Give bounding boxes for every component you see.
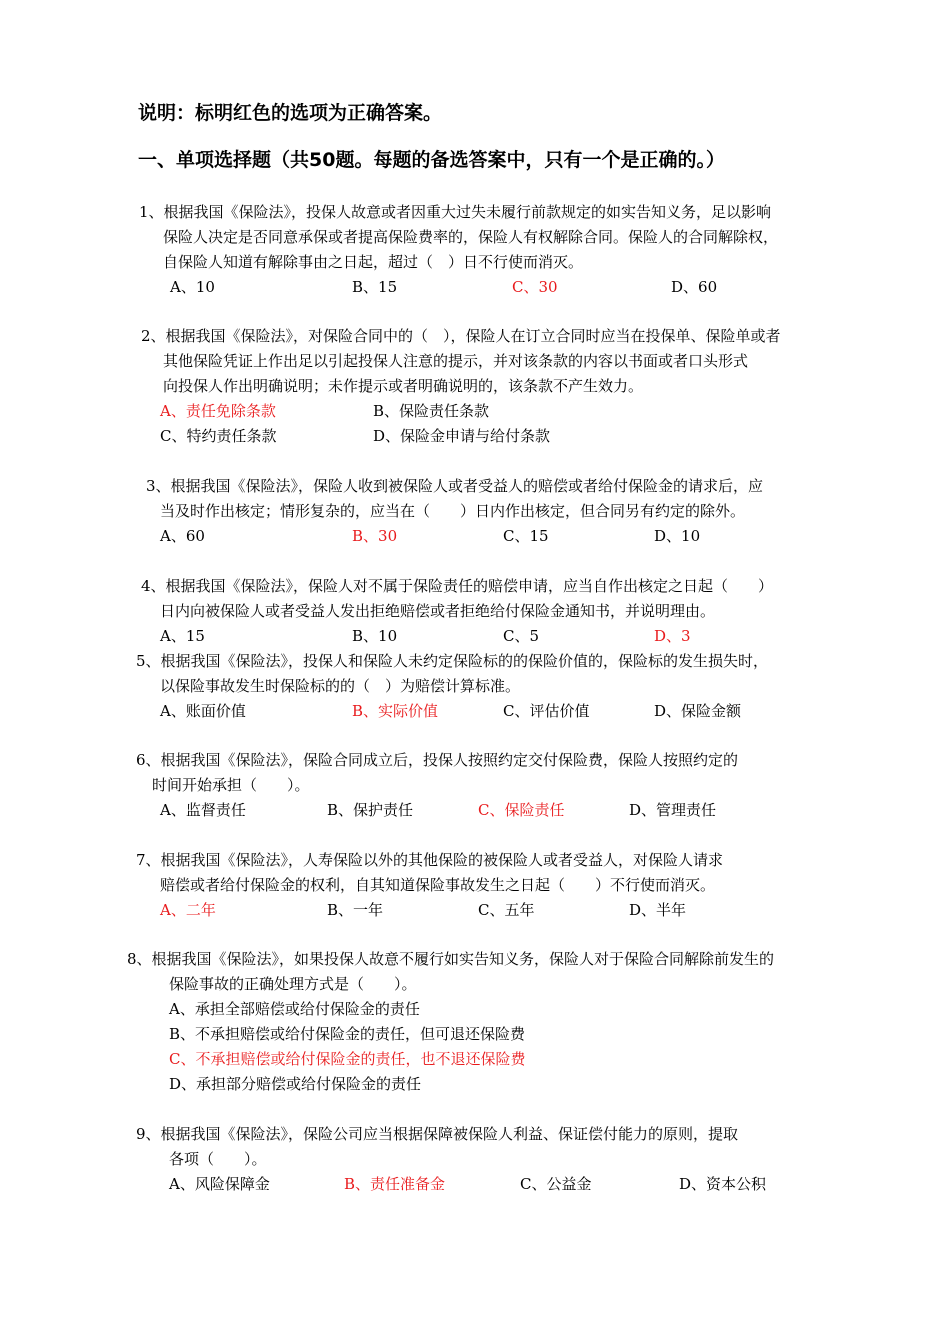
option-a: A、15 [160, 627, 205, 645]
option-a: A、60 [160, 527, 205, 545]
option-d: D、10 [654, 527, 701, 545]
section-title: 一、单项选择题（共50题。每题的备选答案中，只有一个是正确的。） [138, 149, 725, 171]
question-text: 赔偿或者给付保险金的权利，自其知道保险事故发生之日起（ ）不行使而消灭。 [160, 876, 716, 894]
question-text: 保险人决定是否同意承保或者提高保险费率的，保险人有权解除合同。保险人的合同解除权， [163, 228, 779, 246]
option-c-correct: C、不承担赔偿或给付保险金的责任，也不退还保险费 [169, 1050, 526, 1068]
option-d: D、保险金申请与给付条款 [373, 427, 551, 445]
option-c: C、5 [503, 627, 540, 645]
question-text: 4、根据我国《保险法》，保险人对不属于保险责任的赔偿申请，应当自作出核定之日起（ ） [141, 577, 774, 595]
question-text: 8、根据我国《保险法》，如果投保人故意不履行如实告知义务，保险人对于保险合同解除前发生的 [127, 950, 775, 968]
question-text: 2、根据我国《保险法》，对保险合同中的（ ），保险人在订立合同时应当在投保单、保险单或者 [141, 327, 781, 345]
option-b-correct: B、实际价值 [352, 702, 439, 720]
question-text: 向投保人作出明确说明；未作提示或者明确说明的，该条款不产生效力。 [163, 377, 644, 395]
question-text: 9、根据我国《保险法》，保险公司应当根据保障被保险人利益、保证偿付能力的原则，提取 [136, 1125, 739, 1143]
option-b: B、一年 [327, 901, 384, 919]
question-text: 3、根据我国《保险法》，保险人收到被保险人或者受益人的赔偿或者给付保险金的请求后，应 [146, 477, 764, 495]
option-d: D、半年 [629, 901, 687, 919]
option-c: C、评估价值 [503, 702, 590, 720]
option-c-correct: C、30 [512, 278, 558, 296]
question-text: 1、根据我国《保险法》，投保人故意或者因重大过失未履行前款规定的如实告知义务，足以影响 [139, 203, 772, 221]
option-b-correct: B、责任准备金 [344, 1175, 446, 1193]
option-d: D、保险金额 [654, 702, 742, 720]
question-text: 其他保险凭证上作出足以引起投保人注意的提示，并对该条款的内容以书面或者口头形式 [163, 352, 749, 370]
option-a: A、风险保障金 [169, 1175, 270, 1193]
question-text: 日内向被保险人或者受益人发出拒绝赔偿或者拒绝给付保险金通知书，并说明理由。 [160, 602, 716, 620]
question-text: 6、根据我国《保险法》，保险合同成立后，投保人按照约定交付保险费，保险人按照约定的 [136, 751, 739, 769]
option-d: D、资本公积 [679, 1175, 767, 1193]
option-d: D、承担部分赔偿或给付保险金的责任 [169, 1075, 422, 1093]
option-a: A、账面价值 [160, 702, 246, 720]
option-c-correct: C、保险责任 [478, 801, 565, 819]
option-d: D、管理责任 [629, 801, 717, 819]
option-b: B、15 [352, 278, 398, 296]
option-b: B、保险责任条款 [373, 402, 490, 420]
option-b: B、不承担赔偿或给付保险金的责任，但可退还保险费 [169, 1025, 526, 1043]
question-text: 当及时作出核定；情形复杂的，应当在（ ）日内作出核定，但合同另有约定的除外。 [160, 502, 746, 520]
option-a-correct: A、二年 [160, 901, 216, 919]
option-c: C、15 [503, 527, 549, 545]
option-c: C、五年 [478, 901, 535, 919]
option-a: A、承担全部赔偿或给付保险金的责任 [169, 1000, 420, 1018]
question-text: 时间开始承担（ ）。 [152, 776, 310, 794]
option-b: B、10 [352, 627, 398, 645]
option-c: C、公益金 [520, 1175, 592, 1193]
question-text: 保险事故的正确处理方式是（ ）。 [169, 975, 417, 993]
option-a-correct: A、责任免除条款 [160, 402, 276, 420]
question-text: 5、根据我国《保险法》，投保人和保险人未约定保险标的的保险价值的，保险标的发生损失时， [136, 652, 769, 670]
question-text: 各项（ ）。 [169, 1150, 267, 1168]
option-d-correct: D、3 [654, 627, 691, 645]
question-text: 7、根据我国《保险法》，人寿保险以外的其他保险的被保险人或者受益人，对保险人请求 [136, 851, 724, 869]
question-text: 以保险事故发生时保险标的的（ ）为赔偿计算标准。 [160, 677, 521, 695]
option-c: C、特约责任条款 [160, 427, 277, 445]
option-b-correct: B、30 [352, 527, 398, 545]
option-a: A、监督责任 [160, 801, 246, 819]
question-text: 自保险人知道有解除事由之日起，超过（ ）日不行使而消灭。 [163, 253, 584, 271]
option-d: D、60 [671, 278, 718, 296]
instruction-note: 说明：标明红色的选项为正确答案。 [138, 102, 443, 124]
option-a: A、10 [170, 278, 215, 296]
option-b: B、保护责任 [327, 801, 414, 819]
